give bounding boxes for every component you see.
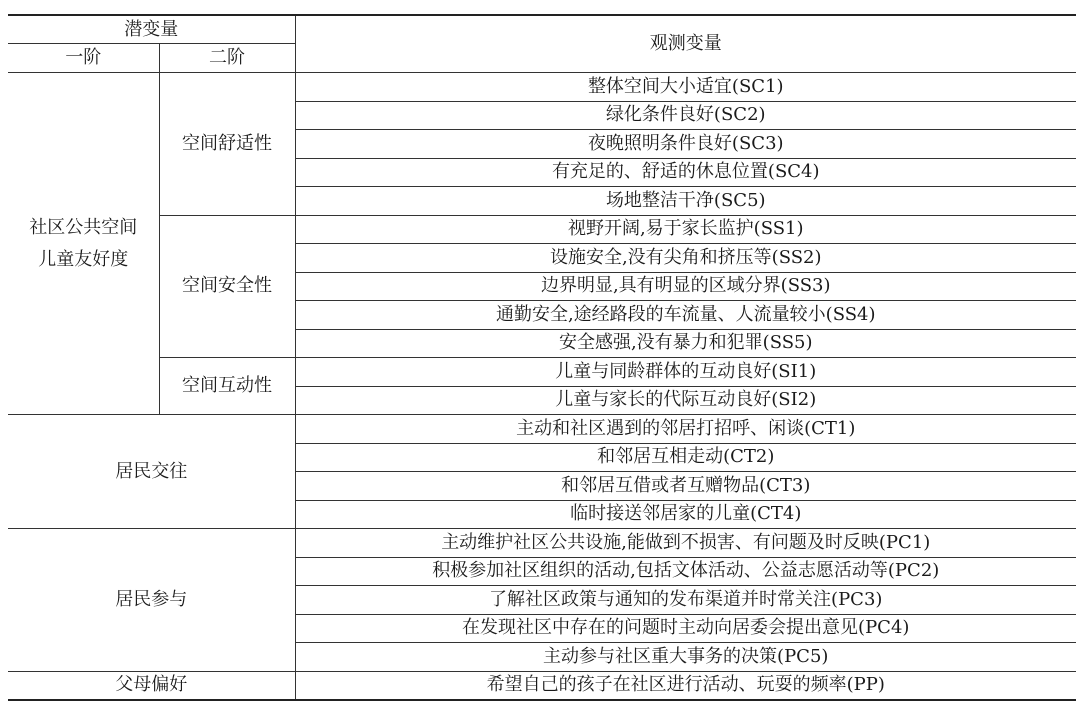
header-latent: 潜变量 (8, 15, 295, 44)
header-second-order: 二阶 (159, 44, 295, 73)
variables-table (8, 14, 1076, 701)
table-row (8, 215, 1076, 244)
second-order-space-safety: 空间安全性 (159, 215, 295, 358)
first-order-label-line2: 儿童友好度 (38, 248, 129, 270)
observed-item: 临时接送邻居家的儿童(CT4) (295, 500, 1076, 529)
table-row (8, 415, 1076, 444)
second-order-space-interaction: 空间互动性 (159, 358, 295, 415)
observed-item: 主动参与社区重大事务的决策(PC5) (295, 643, 1076, 672)
observed-item: 积极参加社区组织的活动,包括文体活动、公益志愿活动等(PC2) (295, 557, 1076, 586)
table-row (8, 73, 1076, 102)
observed-item: 儿童与同龄群体的互动良好(SI1) (295, 358, 1076, 387)
observed-item: 希望自己的孩子在社区进行活动、玩耍的频率(PP) (295, 671, 1076, 700)
observed-item: 安全感强,没有暴力和犯罪(SS5) (295, 329, 1076, 358)
observed-item: 通勤安全,途经路段的车流量、人流量较小(SS4) (295, 301, 1076, 330)
table-row (8, 358, 1076, 387)
second-order-space-comfort: 空间舒适性 (159, 73, 295, 216)
first-order-label-line1: 社区公共空间 (29, 216, 138, 238)
observed-item: 在发现社区中存在的问题时主动向居委会提出意见(PC4) (295, 614, 1076, 643)
observed-item: 整体空间大小适宜(SC1) (295, 73, 1076, 102)
header-first-order: 一阶 (8, 44, 159, 73)
first-order-parent-preference: 父母偏好 (8, 671, 295, 700)
observed-item: 和邻居互相走动(CT2) (295, 443, 1076, 472)
header-observed: 观测变量 (295, 15, 1076, 73)
observed-item: 场地整洁干净(SC5) (295, 187, 1076, 216)
first-order-child-friendliness (8, 73, 159, 415)
observed-item: 有充足的、舒适的休息位置(SC4) (295, 158, 1076, 187)
observed-item: 视野开阔,易于家长监护(SS1) (295, 215, 1076, 244)
observed-item: 和邻居互借或者互赠物品(CT3) (295, 472, 1076, 501)
first-order-resident-participation: 居民参与 (8, 529, 295, 672)
table-container (8, 14, 1076, 701)
observed-item: 了解社区政策与通知的发布渠道并时常关注(PC3) (295, 586, 1076, 615)
observed-item: 主动和社区遇到的邻居打招呼、闲谈(CT1) (295, 415, 1076, 444)
observed-item: 边界明显,具有明显的区域分界(SS3) (295, 272, 1076, 301)
observed-item: 主动维护社区公共设施,能做到不损害、有问题及时反映(PC1) (295, 529, 1076, 558)
observed-item: 夜晚照明条件良好(SC3) (295, 130, 1076, 159)
observed-item: 绿化条件良好(SC2) (295, 101, 1076, 130)
first-order-resident-interaction: 居民交往 (8, 415, 295, 529)
observed-item: 设施安全,没有尖角和挤压等(SS2) (295, 244, 1076, 273)
table-row (8, 671, 1076, 700)
table-row (8, 529, 1076, 558)
header-row-1 (8, 15, 1076, 44)
observed-item: 儿童与家长的代际互动良好(SI2) (295, 386, 1076, 415)
